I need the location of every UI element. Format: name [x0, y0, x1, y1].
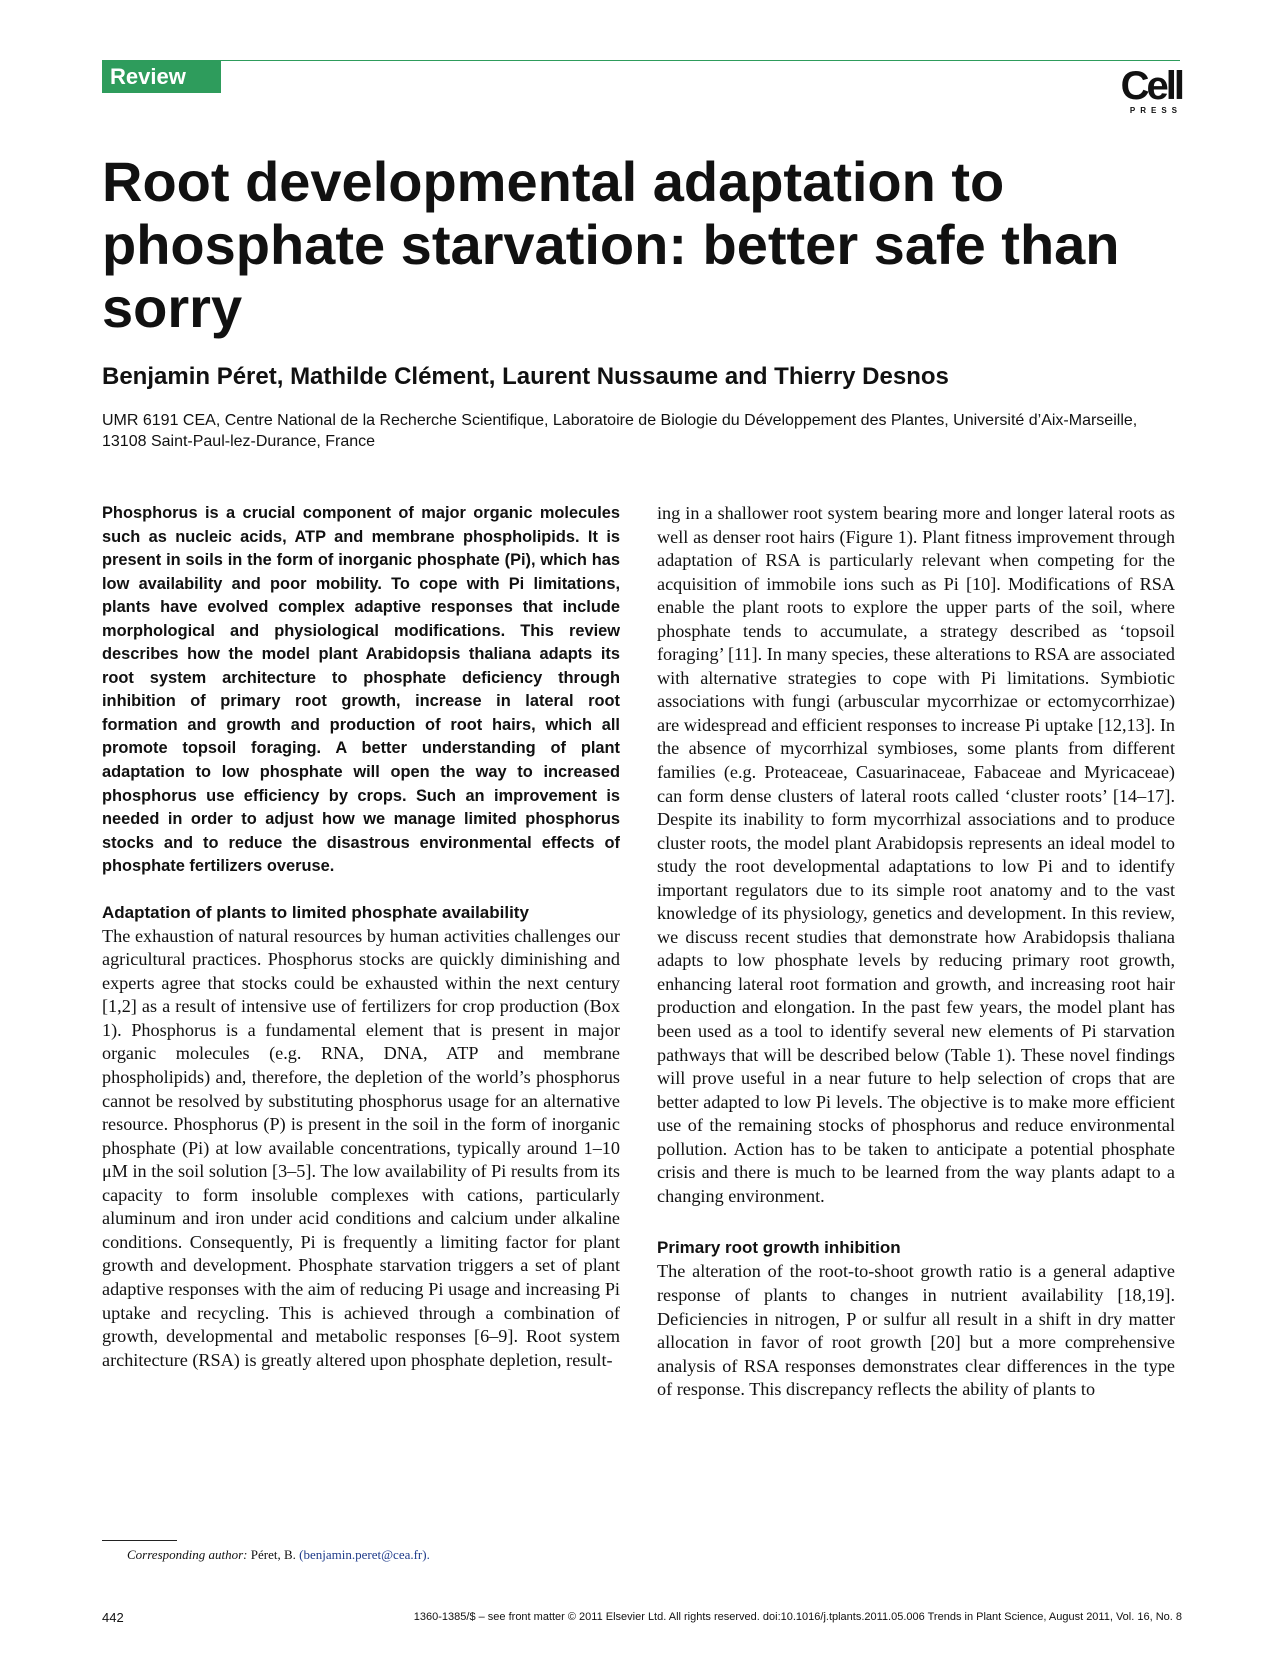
- footnote-name: Péret, B.: [250, 1547, 296, 1562]
- author-email-link[interactable]: (benjamin.peret@cea.fr).: [299, 1547, 430, 1562]
- right-column: [657, 502, 1175, 1402]
- journal-citation: 1360-1385/$ – see front matter © 2011 Elsevier Ltd. All rights reserved. doi:10.1016/j.tplants.2011.05.006 Trends in Plant Science, August 2011, Vol. 16, No. 8: [413, 1611, 1182, 1623]
- cell-press-logo: [1110, 66, 1182, 116]
- abstract: Phosphorus is a crucial component of major organic molecules such as nucleic acids, ATP and membrane phospholipids. It is present in soils in the form of inorganic phosphate (Pi), which has low availability and poor mobility. To cope with Pi limitations, plants have evolved complex adaptive responses that include morphological and physiological modifications. This review describes how the model plant Arabidopsis thaliana adapts its root system architecture to phosphate deficiency through inhibition of primary root growth, increase in lateral root formation and growth and production of root hairs, which all promote topsoil foraging. A better understanding of plant adaptation to low phosphate will open the way to increased phosphorus use efficiency by crops. Such an improvement is needed in order to adjust how we manage limited phosphorus stocks and to reduce the disastrous environmental effects of phosphate fertilizers overuse.: [102, 504, 620, 876]
- affiliation: UMR 6191 CEA, Centre National de la Recherche Scientifique, Laboratoire de Biologie du Développement des Plantes, Université d’Aix-Marseille, 13108 Saint-Paul-lez-Durance, France: [102, 412, 1138, 450]
- section-heading-adaptation: Adaptation of plants to limited phosphate availability: [102, 902, 529, 922]
- header-rule: [102, 60, 1180, 61]
- article-title: Root developmental adaptation to phosphate starvation: better safe than sorry: [102, 150, 1120, 339]
- page-number: 442: [102, 1610, 124, 1625]
- footnote-label: Corresponding author:: [127, 1547, 248, 1562]
- footnote-rule: [102, 1540, 177, 1541]
- review-badge: Review: [102, 61, 221, 93]
- left-column: [102, 502, 620, 1372]
- body-text: The alteration of the root-to-shoot growth ratio is a general adaptive response of plants to changes in nutrient availability [18,19]. Deficiencies in nitrogen, P or sulfur all result in a shift in dry matter allocation in favor of root growth [20] but a more comprehensive analysis of RSA responses demonstrates clear differences in the type of response. This discrepancy reflects the ability of plants to: [657, 1261, 1175, 1400]
- logo-main-text: Cell: [1120, 64, 1182, 108]
- author-list: Benjamin Péret, Mathilde Clément, Laurent Nussaume and Thierry Desnos: [102, 363, 949, 390]
- section-heading-primary-root: Primary root growth inhibition: [657, 1238, 901, 1258]
- body-text: The exhaustion of natural resources by human activities challenges our agricultural practices. Phosphorus stocks are quickly diminishing and experts agree that stocks could be exhausted within the next century [1,2] as a result of intensive use of fertilizers for crop production (Box 1). Phosphorus is a fundamental element that is present in major organic molecules (e.g. RNA, DNA, ATP and membrane phospholipids) and, therefore, the depletion of the world’s phosphorus cannot be resolved by substituting phosphorus usage for an alternative resource. Phosphorus (P) is present in the soil in the form of inorganic phosphate (Pi) at low available concentrations, typically around 1–10 μM in the soil solution [3–5]. The low availability of Pi results from its capacity to form insoluble complexes with cations, particularly aluminum and iron under acid conditions and calcium under alkaline conditions. Consequently, Pi is frequently a limiting factor for plant growth and development. Phosphate starvation triggers a set of plant adaptive responses with the aim of reducing Pi usage and increasing Pi uptake and recycling. This is achieved through a combination of growth, developmental and metabolic responses [6–9]. Root system architecture (RSA) is greatly altered upon phosphate depletion, result-: [102, 925, 620, 1370]
- corresponding-author-note: [127, 1547, 430, 1563]
- logo-sub-text: PRESS: [1129, 106, 1182, 115]
- body-text: ing in a shallower root system bearing more and longer lateral roots as well as denser root hairs (Figure 1). Plant fitness improvement through adaptation of RSA is particularly relevant when competing for the acquisition of immobile ions such as Pi [10]. Modifications of RSA enable the plant roots to explore the upper parts of the soil, where phosphate tends to accumulate, a strategy described as ‘topsoil foraging’ [11]. In many species, these alterations to RSA are associated with alternative strategies to cope with Pi limitations. Symbiotic associations with fungi (arbuscular mycorrhizae or ectomycorrhizae) are widespread and efficient responses to increase Pi uptake [12,13]. In the absence of mycorrhizal symbioses, some plants from different families (e.g. Proteaceae, Casuarinaceae, Fabaceae and Myricaceae) can form dense clusters of lateral roots called ‘cluster roots’ [14–17]. Despite its inability to form mycorrhizal associations and to produce cluster roots, the model plant Arabidopsis represents an ideal model to study the root developmental adaptations to low Pi and to identify important regulators due to its simple root anatomy and to the vast knowledge of its physiology, genetics and development. In this review, we discuss recent studies that demonstrate how Arabidopsis thaliana adapts to low phosphate levels by reducing primary root growth, enhancing lateral root formation and growth, and increasing root hair production and elongation. In the past few years, the model plant has been used as a tool to identify several new elements of Pi starvation pathways that will be described below (Table 1). These novel findings will prove useful in a near future to help selection of crops that are better adapted to low Pi levels. The objective is to make more efficient use of the remaining stocks of phosphorus and reduce environmental pollution. Action has to be taken to anticipate a potential phosphate crisis and there is much to be learned from the way plants adapt to a changing environment.: [657, 503, 1175, 1206]
